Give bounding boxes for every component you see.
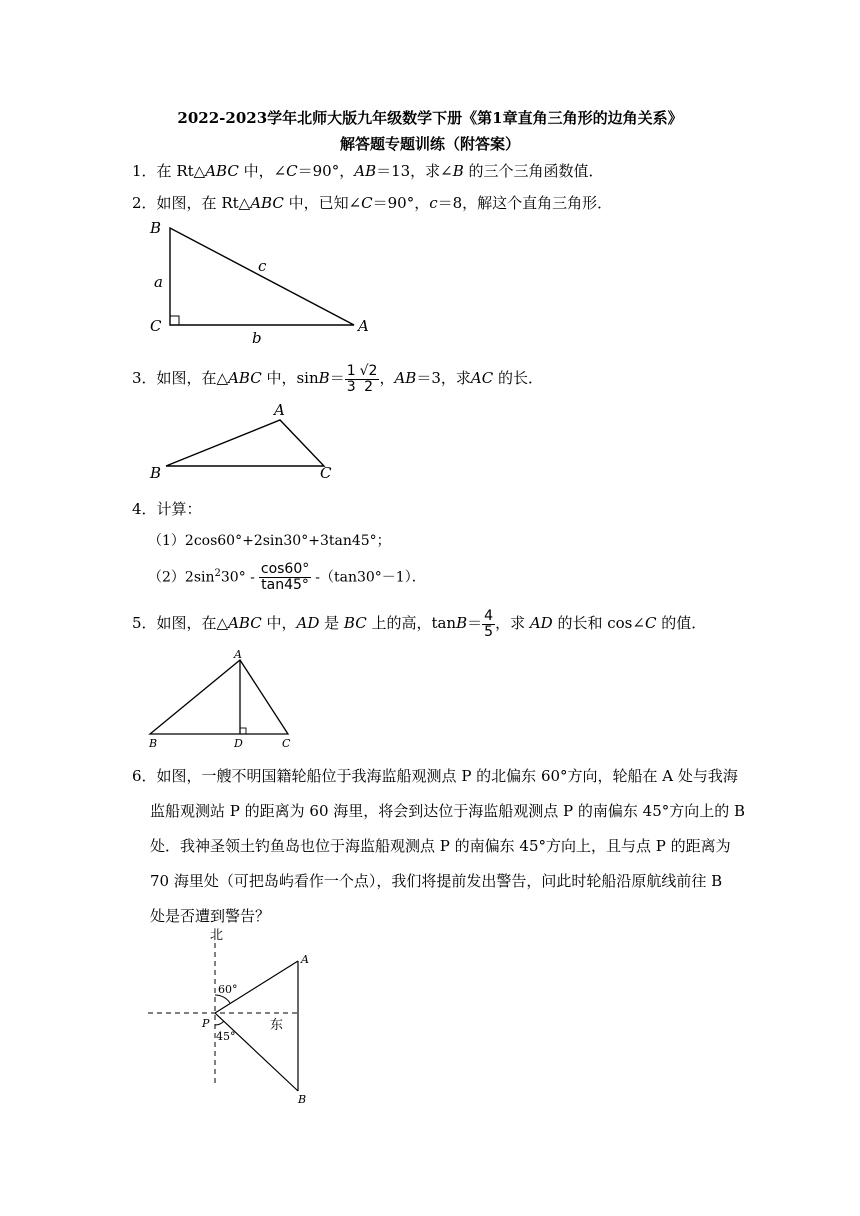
problem-4-heading: 4．计算： <box>132 500 202 518</box>
problem-2-triangle-figure <box>140 215 380 350</box>
problem-1: 1．在 Rt△ABC 中，∠C＝90°，AB＝13，求∠B 的三个三角函数值． <box>132 162 604 180</box>
vertex-a-label: A <box>358 317 369 335</box>
right-triangle-abc <box>170 228 354 325</box>
right-angle-mark <box>240 728 246 734</box>
vertex-b-label: B <box>149 737 158 750</box>
problem-4-part-2: $(2)2\sin^230^\circ$ - $\frac{\cos 60^\circ}{\tan 45^\circ}$ -（tan30°－1）． <box>148 561 426 594</box>
point-a-label: A <box>301 953 309 966</box>
problem-6-navigation-figure <box>140 925 330 1110</box>
problem-6-line-3: 处．我神圣领土钓鱼岛也位于海监船观测点 P 的南偏东 45°方向上，且与点 P 的距离为 <box>150 837 731 855</box>
problem-6-line-5: 处是否遭到警告？ <box>150 907 271 925</box>
vertex-a-label: A <box>274 401 285 419</box>
problem-5-triangle-figure <box>140 648 310 756</box>
angle-45-arc <box>215 1021 224 1025</box>
fraction-four-fifths: $\frac{4}{5}$ <box>484 607 494 640</box>
angle-60-label: 60° <box>218 983 238 996</box>
document-title-line2: 解答题专题训练（附答案） <box>339 135 520 153</box>
problem-4-part-1: （1）2cos60°+2sin30°+3tan45°； <box>148 533 391 549</box>
side-a-label: a <box>154 273 163 291</box>
north-label: 北 <box>210 928 224 943</box>
triangle-abc <box>166 420 324 466</box>
point-d-label: D <box>234 737 243 750</box>
problem-6-line-2: 监船观测站 P 的距离为 60 海里，将会到达位于海监船观测点 P 的南偏东 45°方向上的 B <box>150 802 746 820</box>
side-c-label: c <box>258 257 267 275</box>
problem-2: 2．如图，在 Rt△ABC 中，已知∠C＝90°，c＝8，解这个直角三角形． <box>132 194 613 212</box>
segment-pb <box>215 1013 298 1091</box>
problem-5: 5．如图，在△ABC 中，AD 是 BC 上的高，tanB＝ $\frac{4}{5}$ ，求 AD 的长和 cos∠C 的值． <box>132 607 707 640</box>
angle-60-arc <box>215 995 230 1003</box>
document-title-line1: 2022-2023学年北师大版九年级数学下册《第1章直角三角形的边角关系》 <box>177 109 683 127</box>
vertex-b-label: B <box>150 464 162 482</box>
vertex-c-label: C <box>282 737 291 750</box>
angle-45-label: 45° <box>216 1030 236 1043</box>
east-label: 东 <box>270 1018 284 1033</box>
problem-3: 3．如图，在△ABC 中，sinB＝ $\frac{1}{3}$ $\frac{√2}{2}$ ，AB＝3，求AC 的长． <box>132 362 543 395</box>
side-b-label: b <box>252 329 262 347</box>
fraction-one-third: $\frac{1}{3}$ <box>346 362 356 395</box>
problem-6-line-1: 6．如图，一艘不明国籍轮船位于我海监船观测点 P 的北偏东 60°方向，轮船在 A 处与我海 <box>132 767 738 785</box>
fraction-cos60-over-tan45: $\frac{\cos 60^\circ}{\tan 45^\circ}$ <box>260 561 310 594</box>
point-p-label: P <box>202 1017 210 1030</box>
fraction-root2-over-2: $\frac{√2}{2}$ <box>359 362 378 395</box>
triangle-abc <box>150 660 288 734</box>
vertex-b-label: B <box>150 219 162 237</box>
right-angle-mark <box>170 316 179 325</box>
vertex-c-label: C <box>320 464 332 482</box>
problem-6-line-4: 70 海里处（可把岛屿看作一个点），我们将提前发出警告，问此时轮船沿原航线前往 B <box>150 872 723 890</box>
problem-3-triangle-figure <box>140 398 350 483</box>
point-b-label: B <box>298 1093 307 1106</box>
vertex-c-label: C <box>150 317 162 335</box>
vertex-a-label: A <box>234 648 242 661</box>
